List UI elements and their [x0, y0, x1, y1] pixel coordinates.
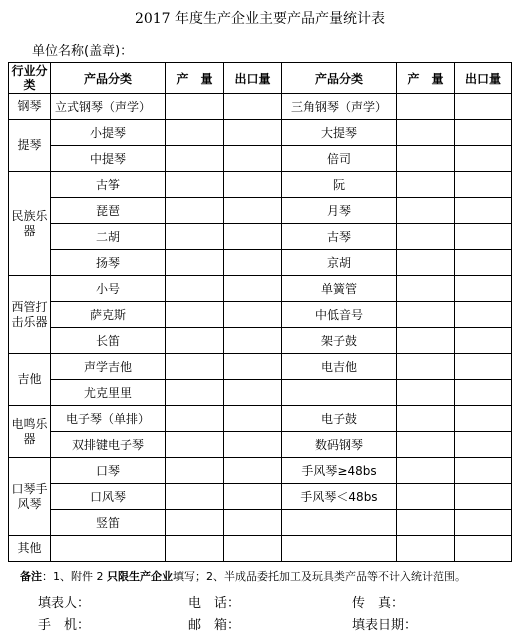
table-row	[9, 380, 512, 406]
export-input-cell[interactable]	[455, 406, 512, 432]
table-row	[9, 302, 512, 328]
industry-category-cell: 其他	[9, 536, 51, 562]
output-input-cell[interactable]	[397, 484, 455, 510]
export-input-cell[interactable]	[224, 120, 282, 146]
product-name-cell: 萨克斯	[51, 302, 166, 328]
product-name-cell: 单簧管	[282, 276, 397, 302]
export-input-cell[interactable]	[224, 302, 282, 328]
fax-label: 传 真：	[352, 596, 405, 611]
product-name-cell: 小提琴	[51, 120, 166, 146]
product-name-cell: 架子鼓	[282, 328, 397, 354]
product-name-cell: 手风琴＜48bs	[282, 484, 397, 510]
export-input-cell[interactable]	[455, 276, 512, 302]
output-input-cell[interactable]	[397, 276, 455, 302]
export-input-cell[interactable]	[224, 198, 282, 224]
remarks-text-2: 填写；2、半成品委托加工及玩具类产品等不计入统计范围。	[173, 570, 466, 583]
product-name-cell	[282, 510, 397, 536]
export-input-cell[interactable]	[224, 458, 282, 484]
product-name-cell: 数码钢琴	[282, 432, 397, 458]
product-name-cell: 电子鼓	[282, 406, 397, 432]
table-row	[9, 120, 512, 146]
output-input-cell[interactable]	[397, 432, 455, 458]
product-name-cell: 京胡	[282, 250, 397, 276]
product-name-cell: 二胡	[51, 224, 166, 250]
table-row	[9, 224, 512, 250]
header-output: 产 量	[166, 63, 224, 94]
table-row	[9, 146, 512, 172]
export-input-cell[interactable]	[224, 380, 282, 406]
industry-category-cell: 口琴手风琴	[9, 458, 51, 536]
output-input-cell[interactable]	[397, 120, 455, 146]
export-input-cell[interactable]	[455, 146, 512, 172]
export-input-cell[interactable]	[224, 484, 282, 510]
product-name-cell	[51, 536, 166, 562]
product-name-cell: 中低音号	[282, 302, 397, 328]
industry-category-cell: 民族乐器	[9, 172, 51, 276]
fill-date-label: 填表日期：	[352, 618, 418, 633]
output-input-cell[interactable]	[166, 302, 224, 328]
header-export-2: 出口量	[455, 63, 512, 94]
output-input-cell[interactable]	[166, 276, 224, 302]
output-input-cell[interactable]	[166, 172, 224, 198]
table-row	[9, 406, 512, 432]
header-output-2: 产 量	[397, 63, 455, 94]
industry-category-cell: 西管打击乐器	[9, 276, 51, 354]
export-input-cell[interactable]	[455, 250, 512, 276]
product-name-cell: 古琴	[282, 224, 397, 250]
product-name-cell: 口琴	[51, 458, 166, 484]
product-name-cell	[282, 380, 397, 406]
header-product: 产品分类	[51, 63, 166, 94]
export-input-cell[interactable]	[224, 276, 282, 302]
product-name-cell: 电子琴（单排）	[51, 406, 166, 432]
header-category: 行业分类	[9, 63, 51, 94]
output-input-cell[interactable]	[397, 250, 455, 276]
product-name-cell: 古筝	[51, 172, 166, 198]
table-row	[9, 328, 512, 354]
export-input-cell[interactable]	[224, 328, 282, 354]
product-name-cell: 双排键电子琴	[51, 432, 166, 458]
output-input-cell[interactable]	[166, 146, 224, 172]
export-input-cell[interactable]	[455, 224, 512, 250]
export-input-cell[interactable]	[224, 146, 282, 172]
export-input-cell[interactable]	[224, 406, 282, 432]
export-input-cell[interactable]	[455, 328, 512, 354]
output-input-cell[interactable]	[397, 406, 455, 432]
export-input-cell[interactable]	[455, 302, 512, 328]
table-body	[9, 94, 512, 562]
table-row	[9, 250, 512, 276]
output-input-cell[interactable]	[166, 380, 224, 406]
product-name-cell: 三角钢琴（声学）	[282, 94, 397, 120]
output-input-cell[interactable]	[166, 250, 224, 276]
page-title: 2017 年度生产企业主要产品产量统计表	[134, 11, 386, 27]
export-input-cell[interactable]	[455, 484, 512, 510]
export-input-cell[interactable]	[224, 250, 282, 276]
output-input-cell[interactable]	[397, 354, 455, 380]
table-row	[9, 354, 512, 380]
output-input-cell[interactable]	[397, 94, 455, 120]
output-input-cell[interactable]	[397, 458, 455, 484]
product-name-cell	[282, 536, 397, 562]
output-input-cell[interactable]	[166, 510, 224, 536]
export-input-cell[interactable]	[455, 120, 512, 146]
output-input-cell[interactable]	[397, 328, 455, 354]
export-input-cell[interactable]	[224, 94, 282, 120]
remarks-label: 备注	[20, 570, 42, 583]
remarks-text-1: ：1、附件 2	[42, 570, 107, 583]
product-name-cell: 长笛	[51, 328, 166, 354]
output-input-cell[interactable]	[166, 484, 224, 510]
product-name-cell: 口风琴	[51, 484, 166, 510]
statistics-table	[8, 62, 512, 562]
product-name-cell: 中提琴	[51, 146, 166, 172]
industry-category-cell: 钢琴	[9, 94, 51, 120]
table-row	[9, 198, 512, 224]
phone-label: 电 话：	[188, 596, 241, 611]
table-row	[9, 536, 512, 562]
output-input-cell[interactable]	[397, 198, 455, 224]
export-input-cell[interactable]	[455, 172, 512, 198]
export-input-cell[interactable]	[455, 510, 512, 536]
export-input-cell[interactable]	[455, 354, 512, 380]
output-input-cell[interactable]	[166, 432, 224, 458]
export-input-cell[interactable]	[224, 354, 282, 380]
output-input-cell[interactable]	[166, 94, 224, 120]
output-input-cell[interactable]	[166, 406, 224, 432]
output-input-cell[interactable]	[397, 302, 455, 328]
output-input-cell[interactable]	[397, 510, 455, 536]
table-row	[9, 276, 512, 302]
product-name-cell: 小号	[51, 276, 166, 302]
output-input-cell[interactable]	[166, 536, 224, 562]
unit-name-label: 单位名称(盖章)：	[32, 44, 134, 59]
output-input-cell[interactable]	[397, 146, 455, 172]
output-input-cell[interactable]	[397, 172, 455, 198]
product-name-cell: 手风琴≥48bs	[282, 458, 397, 484]
industry-category-cell: 电鸣乐器	[9, 406, 51, 458]
table-row	[9, 484, 512, 510]
header-export: 出口量	[224, 63, 282, 94]
table-row	[9, 432, 512, 458]
email-label: 邮 箱：	[188, 618, 241, 633]
export-input-cell[interactable]	[455, 380, 512, 406]
table-row	[9, 510, 512, 536]
output-input-cell[interactable]	[166, 458, 224, 484]
product-name-cell: 倍司	[282, 146, 397, 172]
output-input-cell[interactable]	[397, 224, 455, 250]
table-row	[9, 94, 512, 120]
table-row	[9, 172, 512, 198]
remarks-bold-text: 只限生产企业	[107, 570, 173, 583]
export-input-cell[interactable]	[455, 94, 512, 120]
product-name-cell: 扬琴	[51, 250, 166, 276]
output-input-cell[interactable]	[397, 536, 455, 562]
output-input-cell[interactable]	[166, 328, 224, 354]
product-name-cell: 尤克里里	[51, 380, 166, 406]
export-input-cell[interactable]	[455, 432, 512, 458]
remarks-note	[20, 568, 466, 584]
product-name-cell: 声学吉他	[51, 354, 166, 380]
output-input-cell[interactable]	[166, 120, 224, 146]
export-input-cell[interactable]	[455, 198, 512, 224]
product-name-cell: 电吉他	[282, 354, 397, 380]
output-input-cell[interactable]	[166, 354, 224, 380]
export-input-cell[interactable]	[224, 432, 282, 458]
table-row	[9, 458, 512, 484]
product-name-cell: 立式钢琴（声学）	[51, 94, 166, 120]
product-name-cell: 阮	[282, 172, 397, 198]
export-input-cell[interactable]	[224, 510, 282, 536]
export-input-cell[interactable]	[455, 458, 512, 484]
export-input-cell[interactable]	[224, 536, 282, 562]
export-input-cell[interactable]	[224, 224, 282, 250]
export-input-cell[interactable]	[224, 172, 282, 198]
industry-category-cell: 提琴	[9, 120, 51, 172]
industry-category-cell: 吉他	[9, 354, 51, 406]
product-name-cell: 月琴	[282, 198, 397, 224]
product-name-cell: 竖笛	[51, 510, 166, 536]
export-input-cell[interactable]	[455, 536, 512, 562]
output-input-cell[interactable]	[397, 380, 455, 406]
filler-label: 填表人：	[38, 596, 91, 611]
table-header-row	[9, 63, 512, 94]
mobile-label: 手 机：	[38, 618, 91, 633]
output-input-cell[interactable]	[166, 198, 224, 224]
output-input-cell[interactable]	[166, 224, 224, 250]
product-name-cell: 大提琴	[282, 120, 397, 146]
header-product-2: 产品分类	[282, 63, 397, 94]
product-name-cell: 琵琶	[51, 198, 166, 224]
